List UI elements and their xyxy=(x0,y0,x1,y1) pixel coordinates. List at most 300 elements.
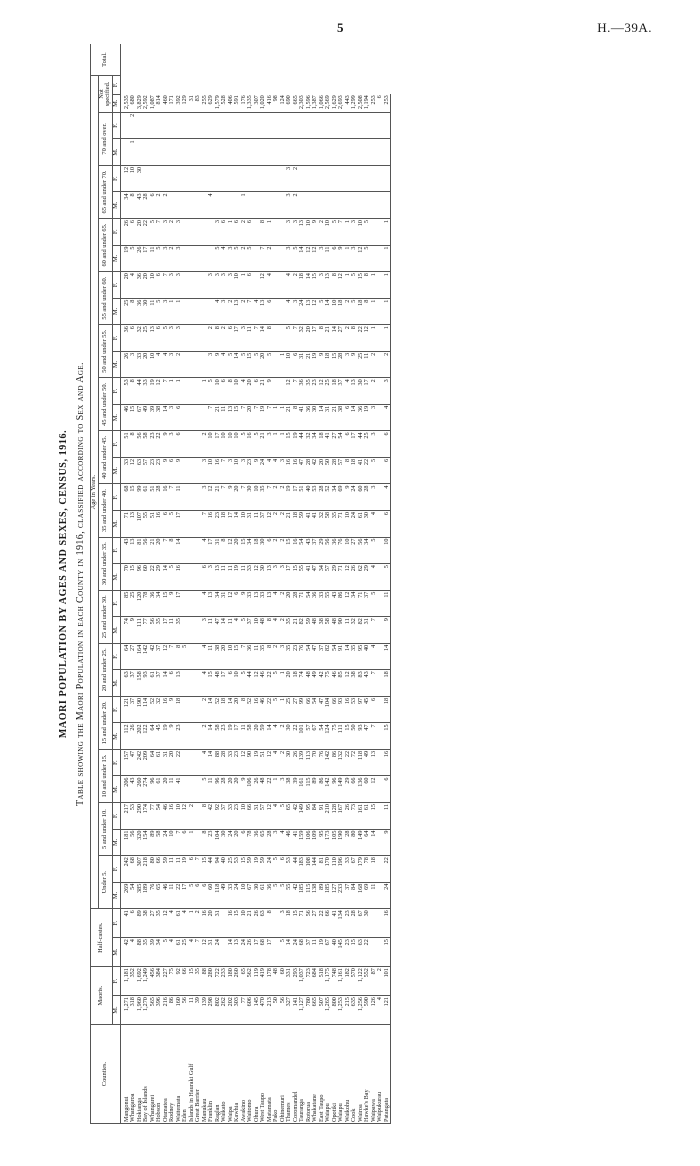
table-cell: 181 xyxy=(120,829,130,856)
table-cell: 10 xyxy=(384,537,391,564)
table-cell: 9 xyxy=(176,457,183,484)
table-cell: 12 xyxy=(338,272,345,299)
table-cell: 47 xyxy=(312,643,319,670)
table-cell: 5 xyxy=(241,351,248,378)
table-cell: 19 xyxy=(120,245,130,272)
table-cell: 2 xyxy=(280,511,287,538)
age-group-header: 65 and under 70. xyxy=(98,165,112,218)
sex-f-header: F. xyxy=(113,749,121,776)
table-cell: 20 xyxy=(143,272,150,299)
table-cell: 6 xyxy=(156,272,163,299)
table-cell: 1 xyxy=(169,378,176,405)
table-cell: 1,249 xyxy=(143,967,150,996)
table-cell xyxy=(384,139,391,166)
table-cell: 37 xyxy=(319,643,326,670)
table-cell: 58 xyxy=(325,511,332,538)
table-cell: 16 xyxy=(202,909,209,938)
table-cell: 34 xyxy=(312,431,319,458)
table-cell: 61 xyxy=(260,882,267,909)
table-cell: 12 xyxy=(163,909,170,938)
sex-f-header: F. xyxy=(113,590,121,617)
table-cell: 64 xyxy=(150,723,157,750)
table-cell: 12 xyxy=(228,590,235,617)
table-cell: 46 xyxy=(260,696,267,723)
table-cell: 22 xyxy=(150,564,157,591)
table-cell: 61 xyxy=(176,938,183,967)
table-cell: 43 xyxy=(364,670,371,697)
table-cell: 28 xyxy=(143,192,150,219)
table-cell: 7 xyxy=(176,829,183,856)
table-cell: 16 xyxy=(176,564,183,591)
table-cell: 2 xyxy=(273,643,280,670)
table-cell: 29 xyxy=(332,564,339,591)
table-cell: 6 xyxy=(176,431,183,458)
table-cell: 39 xyxy=(150,938,157,967)
table-cell: 42 xyxy=(319,670,326,697)
table-cell: 34 xyxy=(215,590,222,617)
sex-f-header: F. xyxy=(113,112,121,139)
table-cell: 96 xyxy=(332,776,339,803)
table-cell: 31 xyxy=(325,404,332,431)
table-cell: 6 xyxy=(247,272,254,299)
table-cell: 66 xyxy=(351,776,358,803)
table-cell: 5 xyxy=(163,938,170,967)
table-cell: 16 xyxy=(384,749,391,776)
table-cell: 2 xyxy=(241,245,248,272)
county-name: Hawke's Bay xyxy=(364,1025,371,1124)
table-cell: 20 xyxy=(234,484,241,511)
table-cell: 21 xyxy=(215,484,222,511)
table-cell: 20 xyxy=(260,351,267,378)
table-cell: 528 xyxy=(221,94,228,112)
table-cell: 210 xyxy=(325,803,332,830)
county-name: Waitomo xyxy=(247,1025,254,1124)
table-cell: 14 xyxy=(384,643,391,670)
table-cell: 37 xyxy=(156,670,163,697)
table-cell: 20 xyxy=(163,776,170,803)
sex-f-header: F. xyxy=(113,537,121,564)
table-cell: 30 xyxy=(221,829,228,856)
table-cell: 7 xyxy=(221,484,228,511)
table-cell: 12 xyxy=(312,245,319,272)
table-cell: 5 xyxy=(286,325,293,352)
table-cell: 71 xyxy=(299,909,306,938)
table-cell: 101 xyxy=(384,967,391,996)
table-cell: 802 xyxy=(215,996,222,1025)
table-cell: 41 xyxy=(325,431,332,458)
table-cell: 12 xyxy=(371,776,378,803)
table-cell: 10 xyxy=(169,829,176,856)
table-cell: 11 xyxy=(364,351,371,378)
table-cell: 9 xyxy=(169,723,176,750)
county-name: Waipukurau xyxy=(377,1025,384,1124)
table-cell: 12 xyxy=(254,670,261,697)
table-cell: 800 xyxy=(332,996,339,1025)
table-cell: 307 xyxy=(137,856,144,883)
table-cell: 66 xyxy=(247,803,254,830)
table-cell: 9 xyxy=(241,590,248,617)
table-cell: 35 xyxy=(156,617,163,644)
table-cell: 10 xyxy=(254,617,261,644)
table-cell: 105 xyxy=(332,829,339,856)
sex-f-header: F. xyxy=(113,803,121,830)
table-cell: 2,693 xyxy=(338,94,345,112)
table-cell: 86 xyxy=(332,749,339,776)
table-cell: 59 xyxy=(299,511,306,538)
table-cell: 124 xyxy=(325,723,332,750)
table-cell: 25 xyxy=(358,351,365,378)
table-cell: 37 xyxy=(306,938,313,967)
table-cell: 106 xyxy=(247,776,254,803)
table-cell: 157 xyxy=(120,749,130,776)
table-cell: 92 xyxy=(215,803,222,830)
table-cell: 31 xyxy=(215,909,222,938)
table-cell: 5 xyxy=(241,617,248,644)
table-cell: 118 xyxy=(215,882,222,909)
table-cell: 34 xyxy=(364,537,371,564)
table-cell: 9 xyxy=(241,776,248,803)
table-cell: 6 xyxy=(130,909,137,938)
table-cell: 17 xyxy=(351,431,358,458)
table-cell: 14 xyxy=(176,537,183,564)
table-cell: 2 xyxy=(293,272,300,299)
table-cell: 20 xyxy=(247,404,254,431)
table-cell: 6 xyxy=(130,219,137,246)
table-cell: 24 xyxy=(384,882,391,909)
table-cell: 14 xyxy=(163,404,170,431)
table-cell: 3 xyxy=(280,457,287,484)
sex-f-header: F. xyxy=(113,272,121,299)
table-cell: 2 xyxy=(371,351,378,378)
table-cell: 6 xyxy=(130,325,137,352)
table-cell: 93 xyxy=(338,696,345,723)
table-cell: 14 xyxy=(286,938,293,967)
table-cell: 570 xyxy=(351,967,358,996)
table-cell: 635 xyxy=(351,996,358,1025)
table-cell: 19 xyxy=(319,938,326,967)
table-cell: 36 xyxy=(150,590,157,617)
county-name: Bay of Islands xyxy=(143,1025,150,1124)
table-cell: 3 xyxy=(351,245,358,272)
table-cell: 2 xyxy=(195,909,202,938)
table-cell: 290 xyxy=(137,803,144,830)
table-cell: 10 xyxy=(228,643,235,670)
table-cell: 44 xyxy=(208,856,215,883)
table-cell: 52 xyxy=(325,484,332,511)
table-cell: 182 xyxy=(345,967,352,996)
table-cell: 2 xyxy=(130,112,137,139)
table-cell: 104 xyxy=(325,696,332,723)
table-cell: 23 xyxy=(345,938,352,967)
county-name: Whangaroa xyxy=(130,1025,137,1124)
table-cell: 28 xyxy=(364,484,371,511)
table-cell: 5 xyxy=(351,298,358,325)
table-cell: 31 xyxy=(364,617,371,644)
table-cell: 14 xyxy=(299,245,306,272)
county-name: Mangonui xyxy=(120,1025,130,1124)
table-cell: 1 xyxy=(241,192,248,219)
table-cell: 141 xyxy=(293,996,300,1025)
table-subtitle: Table showing the Maori Population in each County in 1916, classified according to Sex and Age. xyxy=(75,362,86,806)
table-cell: 18 xyxy=(254,537,261,564)
sex-f-header: F. xyxy=(113,643,121,670)
table-cell: 63 xyxy=(137,457,144,484)
table-cell: 54 xyxy=(332,643,339,670)
table-cell: 180 xyxy=(228,967,235,996)
table-cell: 518 xyxy=(319,967,326,996)
sex-m-header: M. xyxy=(113,245,121,272)
table-cell: 8 xyxy=(221,537,228,564)
table-cell: 11 xyxy=(228,564,235,591)
table-cell: 16 xyxy=(208,511,215,538)
table-cell: 37 xyxy=(221,803,228,830)
table-cell: 5 xyxy=(150,219,157,246)
table-cell: 37 xyxy=(345,882,352,909)
table-cell: 1,181 xyxy=(120,967,130,996)
table-cell: 209 xyxy=(143,749,150,776)
table-cell: 13 xyxy=(176,670,183,697)
table-cell: 4 xyxy=(371,643,378,670)
table-cell: 7 xyxy=(163,272,170,299)
table-cell: 7 xyxy=(254,404,261,431)
table-cell: 1 xyxy=(345,219,352,246)
table-cell: 145 xyxy=(254,996,261,1025)
table-cell: 202 xyxy=(137,723,144,750)
table-cell: 67 xyxy=(358,909,365,938)
table-cell: 183 xyxy=(299,856,306,883)
table-cell: 54 xyxy=(312,696,319,723)
table-cell: 10 xyxy=(208,457,215,484)
table-cell: 164 xyxy=(137,643,144,670)
table-cell: 456 xyxy=(150,967,157,996)
table-cell: 3 xyxy=(208,272,215,299)
table-cell: 213 xyxy=(267,996,274,1025)
table-cell: 142 xyxy=(325,749,332,776)
table-cell: 3 xyxy=(384,378,391,405)
table-cell: 11 xyxy=(208,776,215,803)
table-cell: 1 xyxy=(384,298,391,325)
table-cell: 37 xyxy=(247,617,254,644)
table-cell: 1 xyxy=(384,219,391,246)
table-cell: 2 xyxy=(280,749,287,776)
table-cell: 13 xyxy=(299,219,306,246)
table-cell: 53 xyxy=(130,803,137,830)
sex-f-header: F. xyxy=(113,967,121,996)
table-cell: 5 xyxy=(247,245,254,272)
table-cell: 27 xyxy=(332,431,339,458)
table-cell: 5 xyxy=(332,219,339,246)
table-cell: 70 xyxy=(312,749,319,776)
table-cell: 142 xyxy=(143,643,150,670)
table-cell: 14 xyxy=(332,325,339,352)
table-cell: 11 xyxy=(241,723,248,750)
sex-f-header: F. xyxy=(113,856,121,883)
table-cell: 17 xyxy=(143,245,150,272)
table-cell: 43 xyxy=(120,537,130,564)
table-cell: 1 xyxy=(169,298,176,325)
table-cell: 7 xyxy=(221,457,228,484)
table-cell: 4 xyxy=(130,938,137,967)
table-cell: 3 xyxy=(293,219,300,246)
table-cell: 780 xyxy=(306,996,313,1025)
table-cell: 5 xyxy=(254,351,261,378)
table-cell: 1,335 xyxy=(247,94,254,112)
table-cell: 34 xyxy=(120,192,130,219)
county-name: Rotorua xyxy=(306,1025,313,1124)
table-cell: 63 xyxy=(358,938,365,967)
table-cell: 416 xyxy=(267,94,274,112)
table-cell: 1,960 xyxy=(137,996,144,1025)
table-cell: 41 xyxy=(306,564,313,591)
table-cell: 3 xyxy=(163,298,170,325)
table-cell: 26 xyxy=(120,351,130,378)
table-cell: 38 xyxy=(156,404,163,431)
table-cell: 11 xyxy=(312,938,319,967)
table-cell: 81 xyxy=(319,856,326,883)
table-cell: 7 xyxy=(208,404,215,431)
table-cell: 138 xyxy=(312,882,319,909)
table-cell: 15 xyxy=(208,670,215,697)
table-cell: 4 xyxy=(182,909,189,938)
table-cell: 34 xyxy=(156,590,163,617)
table-cell: 35 xyxy=(286,617,293,644)
table-cell: 68 xyxy=(130,856,137,883)
table-cell: 161 xyxy=(358,803,365,830)
table-cell: 190 xyxy=(338,829,345,856)
table-cell: 28 xyxy=(351,909,358,938)
table-cell: 6 xyxy=(195,882,202,909)
table-cell: 4 xyxy=(189,938,196,967)
table-cell: 4 xyxy=(371,511,378,538)
table-cell: 233 xyxy=(338,882,345,909)
table-cell: 98 xyxy=(273,94,280,112)
county-name: Waipawa xyxy=(371,1025,378,1124)
table-cell: 20 xyxy=(228,776,235,803)
county-name: Patangata xyxy=(384,1025,391,1124)
table-cell: 17 xyxy=(267,938,274,967)
table-cell: 26 xyxy=(247,938,254,967)
table-cell: 10 xyxy=(150,351,157,378)
table-cell: 65 xyxy=(260,829,267,856)
table-cell: 814 xyxy=(156,94,163,112)
table-cell: 10 xyxy=(241,511,248,538)
table-cell: 665 xyxy=(312,996,319,1025)
table-cell: 93 xyxy=(143,670,150,697)
table-cell: 4 xyxy=(273,617,280,644)
table-cell: 47 xyxy=(364,723,371,750)
table-cell: 10 xyxy=(215,378,222,405)
table-cell: 7 xyxy=(195,856,202,883)
table-cell: 1,020 xyxy=(260,94,267,112)
table-cell: 8 xyxy=(202,803,209,830)
table-cell: 19 xyxy=(182,856,189,883)
table-cell: 90 xyxy=(247,749,254,776)
table-cell: 1 xyxy=(280,351,287,378)
table-cell: 89 xyxy=(137,909,144,938)
table-row xyxy=(120,44,130,1124)
table-cell: 45 xyxy=(364,696,371,723)
sex-f-header: F. xyxy=(113,909,121,938)
table-cell: 33 xyxy=(137,351,144,378)
table-cell: 25 xyxy=(120,298,130,325)
table-cell: 59 xyxy=(306,617,313,644)
table-cell: 5 xyxy=(169,511,176,538)
table-cell: 27 xyxy=(338,325,345,352)
table-cell: 80 xyxy=(351,829,358,856)
table-cell: 60 xyxy=(143,564,150,591)
county-name: Raglan xyxy=(215,1025,222,1124)
table-cell: 1,299 xyxy=(351,94,358,112)
table-cell: 11 xyxy=(176,856,183,883)
table-cell: 64 xyxy=(120,643,130,670)
table-cell: 7 xyxy=(371,670,378,697)
table-cell: 21 xyxy=(325,325,332,352)
table-cell: 36 xyxy=(332,537,339,564)
table-cell: 32 xyxy=(137,325,144,352)
table-cell: 9 xyxy=(384,617,391,644)
table-cell: 59 xyxy=(260,856,267,883)
table-cell: 46 xyxy=(260,670,267,697)
table-cell: 20 xyxy=(286,670,293,697)
table-cell: 7 xyxy=(169,484,176,511)
table-cell: 45 xyxy=(156,723,163,750)
table-cell: 161 xyxy=(299,776,306,803)
table-cell: 3 xyxy=(371,404,378,431)
table-cell: 25 xyxy=(143,325,150,352)
table-cell: 49 xyxy=(221,882,228,909)
table-cell: 60 xyxy=(364,776,371,803)
table-cell: 18 xyxy=(221,696,228,723)
table-cell: 10 xyxy=(345,537,352,564)
table-cell: 4 xyxy=(234,617,241,644)
table-cell: 10 xyxy=(345,511,352,538)
table-cell: 17 xyxy=(176,511,183,538)
table-cell: 15 xyxy=(247,351,254,378)
table-cell: 20 xyxy=(247,378,254,405)
table-cell: 14 xyxy=(345,643,352,670)
table-cell: 3 xyxy=(176,325,183,352)
table-cell: 99 xyxy=(299,696,306,723)
table-cell: 253 xyxy=(371,94,378,112)
table-cell: 20 xyxy=(234,696,241,723)
table-cell: 3 xyxy=(215,272,222,299)
table-cell: 2 xyxy=(241,298,248,325)
table-cell: 35 xyxy=(260,643,267,670)
table-cell: 22 xyxy=(267,776,274,803)
table-cell: 16 xyxy=(247,431,254,458)
table-cell: 9 xyxy=(130,617,137,644)
table-cell: 6 xyxy=(169,670,176,697)
table-cell: 5 xyxy=(384,564,391,591)
table-cell: 19 xyxy=(286,484,293,511)
table-cell: 15 xyxy=(241,537,248,564)
table-cell: 8 xyxy=(130,431,137,458)
table-cell: 4 xyxy=(377,996,384,1025)
table-cell: 24 xyxy=(163,829,170,856)
table-cell: 419 xyxy=(260,967,267,996)
table-cell: 17 xyxy=(364,378,371,405)
table-cell: 4 xyxy=(273,457,280,484)
table-cell: 36 xyxy=(137,272,144,299)
table-cell: 3 xyxy=(280,643,287,670)
table-cell: 91 xyxy=(319,803,326,830)
table-cell: 3 xyxy=(286,192,293,219)
table-cell: 9 xyxy=(169,696,176,723)
table-cell: 12 xyxy=(156,378,163,405)
table-cell: 36 xyxy=(137,298,144,325)
table-cell: 2 xyxy=(273,537,280,564)
table-cell: 55 xyxy=(286,882,293,909)
